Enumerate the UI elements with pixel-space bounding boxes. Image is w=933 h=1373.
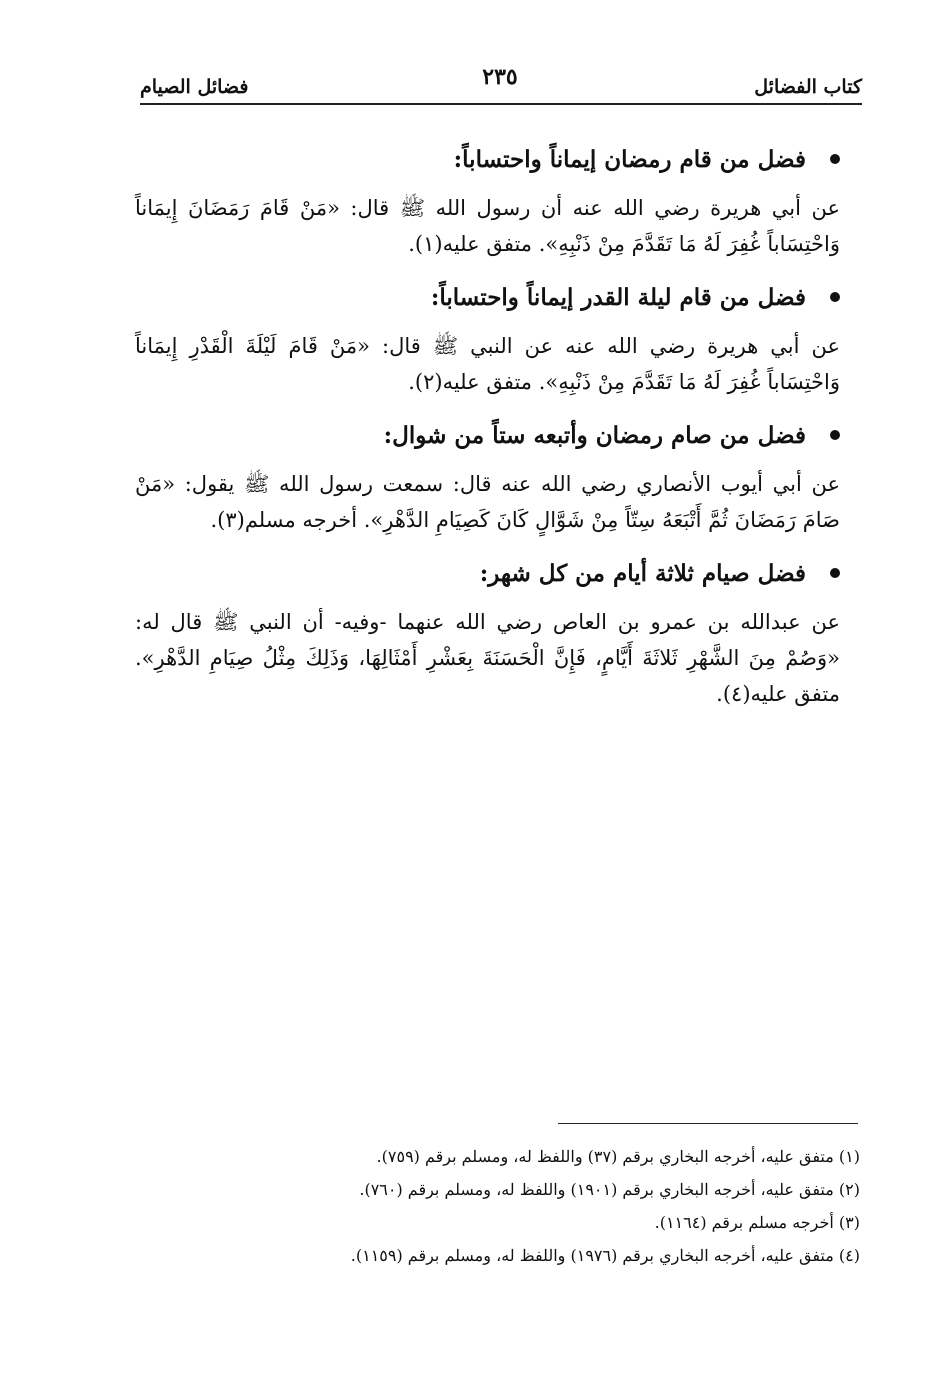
header-divider	[140, 103, 862, 105]
section-laylat-al-qadr	[135, 278, 840, 400]
main-content	[135, 140, 840, 728]
footnotes	[280, 1140, 860, 1272]
bullet-icon	[830, 154, 840, 164]
section-heading-text: فضل من صام رمضان وأتبعه ستاً من شوال:	[383, 422, 806, 449]
section-three-days-monthly	[135, 554, 840, 712]
section-body: عن أبي هريرة رضي الله عنه عن النبي ﷺ قال: «مَنْ قَامَ لَيْلَةَ الْقَدْرِ إِيمَاناً وَاحْتِسَاباً غُفِرَ لَهُ مَا تَقَدَّمَ مِنْ ذَنْبِهِ». متفق عليه(٢).	[135, 334, 840, 394]
section-heading	[135, 416, 840, 456]
section-heading-text: فضل من قام رمضان إيماناً واحتساباً:	[453, 146, 806, 173]
footnote-1: (١) متفق عليه، أخرجه البخاري برقم (٣٧) واللفظ له، ومسلم برقم (٧٥٩).	[376, 1147, 860, 1166]
bullet-icon	[830, 292, 840, 302]
footnote-3: (٣) أخرجه مسلم برقم (١١٦٤).	[654, 1213, 860, 1232]
bullet-icon	[830, 568, 840, 578]
section-heading	[135, 140, 840, 180]
section-body: عن أبي هريرة رضي الله عنه أن رسول الله ﷺ قال: «مَنْ قَامَ رَمَضَانَ إِيمَاناً وَاحْتِسَاباً غُفِرَ لَهُ مَا تَقَدَّمَ مِنْ ذَنْبِهِ». متفق عليه(١).	[135, 196, 840, 256]
book-title: كتاب الفضائل	[754, 76, 862, 98]
section-body: عن أبي أيوب الأنصاري رضي الله عنه قال: سمعت رسول الله ﷺ يقول: «مَنْ صَامَ رَمَضَانَ ثُمَّ أَتْبَعَهُ سِتّاً مِنْ شَوَّالٍ كَانَ كَصِيَامِ الدَّهْرِ». أخرجه مسلم(٣).	[135, 472, 840, 532]
running-header	[140, 64, 862, 104]
section-heading-text: فضل من قام ليلة القدر إيماناً واحتساباً:	[430, 284, 806, 311]
section-heading-text: فضل صيام ثلاثة أيام من كل شهر:	[479, 560, 806, 587]
section-qiyam-ramadan	[135, 140, 840, 262]
chapter-title: فضائل الصيام	[140, 76, 249, 98]
footnote-2: (٢) متفق عليه، أخرجه البخاري برقم (١٩٠١) واللفظ له، ومسلم برقم (٧٦٠).	[359, 1180, 860, 1199]
footnote-divider	[558, 1123, 858, 1124]
section-body: عن عبدالله بن عمرو بن العاص رضي الله عنهما -وفيه- أن النبي ﷺ قال له: «وَصُمْ مِنَ الشَّهْرِ ثَلاثَةَ أَيَّامٍ، فَإِنَّ الْحَسَنَةَ بِعَشْرِ أَمْثَالِهَا، وَذَلِكَ مِثْلُ صِيَامِ الدَّهْرِ». متفق عليه(٤).	[135, 610, 840, 706]
footnote-4: (٤) متفق عليه، أخرجه البخاري برقم (١٩٧٦) واللفظ له، ومسلم برقم (١١٥٩).	[350, 1246, 860, 1265]
section-heading	[135, 278, 840, 318]
section-six-shawwal	[135, 416, 840, 538]
bullet-icon	[830, 430, 840, 440]
section-heading	[135, 554, 840, 594]
page-number: ٢٣٥	[482, 64, 518, 90]
